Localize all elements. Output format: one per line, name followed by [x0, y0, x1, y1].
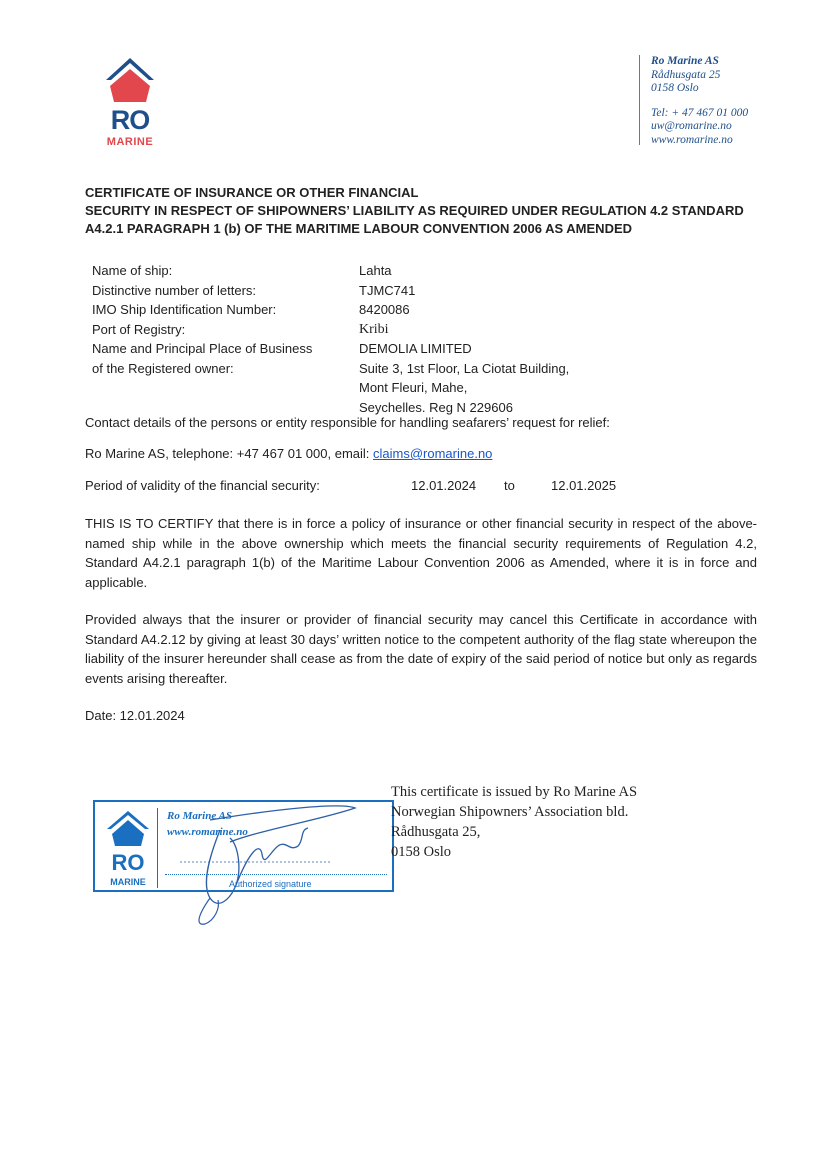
- ro-marine-logo: [103, 56, 157, 152]
- issuer-line-2: Norwegian Shipowners’ Association bld.: [391, 804, 629, 820]
- stamp-web: www.romarine.no: [167, 826, 248, 838]
- issuer-line-3: Rådhusgata 25,: [391, 824, 481, 840]
- title-line-2: SECURITY IN RESPECT OF SHIPOWNERS’ LIABILITY AS REQUIRED UNDER REGULATION 4.2 STANDARD: [85, 203, 744, 218]
- detail-row-owner: [92, 339, 689, 417]
- port-label: Port of Registry:: [92, 321, 186, 337]
- company-website: www.romarine.no: [651, 133, 733, 146]
- owner-line-2: Suite 3, 1st Floor, La Ciotat Building,: [359, 360, 570, 376]
- company-email: uw@romarine.no: [651, 120, 732, 132]
- title-line-3: A4.2.1 PARAGRAPH 1 (b) OF THE MARITIME LABOUR CONVENTION 2006 AS AMENDED: [85, 221, 633, 236]
- imo-value: 8420086: [359, 302, 410, 317]
- owner-label: [92, 339, 359, 417]
- owner-line-4: Seychelles. Reg N 229606: [359, 399, 513, 415]
- owner-line-1: DEMOLIA LIMITED: [359, 341, 472, 356]
- company-street: Rådhusgata 25: [651, 68, 721, 81]
- detail-row-ship-name: [92, 261, 689, 281]
- issuer-line-4: 0158 Oslo: [391, 844, 452, 860]
- validity-from: 12.01.2024: [411, 478, 477, 493]
- issuer-line-1: This certificate is issued by Ro Marine AS: [391, 784, 638, 800]
- logo-marine-text: MARINE: [106, 136, 154, 148]
- stamp-ro-text: RO: [111, 850, 145, 875]
- owner-label-line-2: of the Registered owner:: [92, 360, 234, 376]
- house-logo-icon: [103, 56, 157, 106]
- ship-name-label: Name of ship:: [92, 263, 173, 278]
- detail-row-imo: [92, 300, 689, 320]
- validity-label: Period of validity of the financial security:: [85, 478, 320, 493]
- claims-email-link[interactable]: claims@romarine.no: [373, 446, 493, 461]
- contact-line-text: Ro Marine AS, telephone: +47 467 01 000, email:: [85, 446, 373, 461]
- owner-line-3: Mont Fleuri, Mahe,: [359, 380, 468, 395]
- certificate-date: Date: 12.01.2024: [85, 708, 185, 723]
- imo-label: IMO Ship Identification Number:: [92, 302, 277, 317]
- ship-details: [92, 261, 689, 417]
- authorized-signature-label: Authorized signature: [229, 879, 312, 889]
- owner-value: [359, 339, 689, 417]
- stamp-marine-text: MARINE: [110, 877, 146, 887]
- proviso-paragraph: Provided always that the insurer or provider of financial security may cancel this Certificate in accordance with Standard A4.2.12 by giving at least 30 days’ written notice to the competent authority of the flag state whereupon the liability of the insurer hereunder shall cease as from the date of expiry of the said period of notice but only as regards events arising thereafter.: [85, 612, 757, 686]
- port-value: Kribi: [359, 321, 389, 337]
- ship-name-value: Lahta: [359, 263, 392, 278]
- validity-to: 12.01.2025: [551, 478, 617, 493]
- title-line-1: CERTIFICATE OF INSURANCE OR OTHER FINANCIAL: [85, 185, 419, 200]
- certificate-title: [85, 184, 775, 238]
- company-name: Ro Marine AS: [651, 55, 719, 67]
- company-address-block: [639, 55, 811, 145]
- handwritten-signature-icon: [150, 790, 400, 930]
- stamp-house-icon: [99, 808, 157, 850]
- letters-label: Distinctive number of letters:: [92, 282, 257, 298]
- stamp-company: Ro Marine AS: [167, 810, 233, 822]
- certify-paragraph: THIS IS TO CERTIFY that there is in force a policy of insurance or other financial security in respect of the above-named ship while in the above ownership which meets the financial security requirements of Regulation 4.2, Standard A4.2.1 paragraph 1(b) of the Maritime Labour Convention 2006 as Amended, where it is in force and applicable.: [85, 516, 757, 590]
- logo-ro-text: RO: [110, 105, 150, 135]
- contact-line: [85, 444, 757, 464]
- detail-row-letters: [92, 281, 689, 301]
- contact-heading: Contact details of the persons or entity responsible for handling seafarers’ request for relief:: [85, 415, 610, 430]
- company-phone: Tel: + 47 467 01 000: [651, 106, 749, 119]
- owner-label-line-1: Name and Principal Place of Business: [92, 341, 313, 356]
- detail-row-port: [92, 320, 689, 340]
- letters-value: TJMC741: [359, 282, 416, 298]
- validity-to-word: to: [504, 478, 515, 493]
- issuer-block: [391, 782, 691, 862]
- company-city: 0158 Oslo: [651, 82, 699, 94]
